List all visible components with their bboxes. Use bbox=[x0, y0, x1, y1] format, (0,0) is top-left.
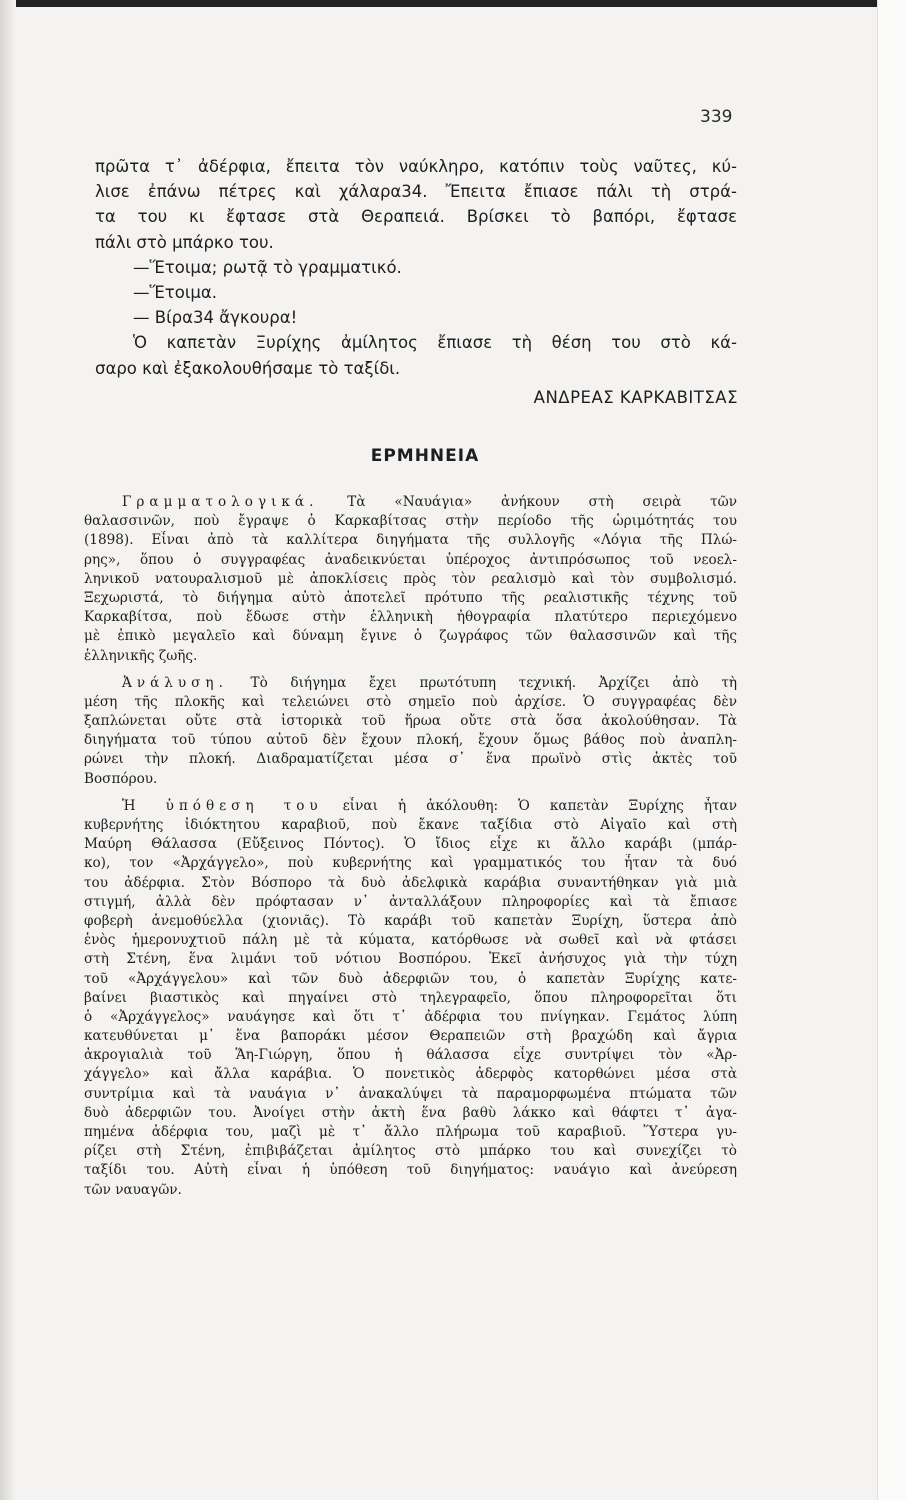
commentary-line: δυὸ ἀδερφιῶν του. Ἀνοίγει στὴν ἀκτὴ ἕνα βαθὺ λάκκο καὶ θάφτει τ᾿ ἀγα- bbox=[84, 1104, 737, 1121]
commentary-line: φοβερὴ ἀνεμοθύελλα (χιονιᾶς). Τὸ καράβι τοῦ καπετὰν Ξυρίχη, ὕστερα ἀπὸ bbox=[84, 912, 737, 929]
line-text: εἶναι ἡ ἀκόλουθη: Ὁ καπετὰν Ξυρίχης ἦταν bbox=[342, 797, 737, 814]
line-text: Τὰ «Ναυάγια» ἀνήκουν στὴ σειρὰ τῶν bbox=[347, 494, 737, 510]
story-line: τα του κι ἔφτασε στὰ Θεραπειά. Βρίσκει τὸ βαπόρι, ἔφτασε bbox=[95, 207, 737, 227]
commentary-line: στιγμή, ἀλλὰ δὲν πρόφτασαν ν᾿ ἀνταλλάξουν πληροφορίες καὶ τὰ ἔπιασε bbox=[84, 893, 737, 910]
commentary-line: χάγγελο» καὶ ἄλλα καράβια. Ὁ πονετικὸς ἀδερφὸς κατορθώνει μέσα στὰ bbox=[84, 1066, 737, 1083]
commentary-line: (1898). Εἶναι ἀπὸ τὰ καλλίτερα διηγήματα τῆς συλλογῆς «Λόγια τῆς Πλώ- bbox=[84, 532, 737, 549]
commentary-line: Βοσπόρου. bbox=[84, 770, 158, 787]
commentary-line: τοῦ «Ἀρχάγγελου» καὶ τῶν δυὸ ἀδερφιῶν του, ὁ καπετὰν Ξυρίχης κατε- bbox=[84, 970, 737, 987]
commentary-line: ληνικοῦ νατουραλισμοῦ μὲ ἀποκλίσεις πρὸς τὸν ρεαλισμὸ καὶ τὸν συμβολισμό. bbox=[84, 570, 737, 587]
commentary-line: ρίζει στὴ Στένη, ἐπιβιβάζεται ἀμίλητος στὸ μπάρκο του καὶ συνεχίζει τὸ bbox=[84, 1143, 737, 1160]
story-line: πάλι στὸ μπάρκο του. bbox=[95, 232, 274, 252]
commentary-line: βαίνει βιαστικὸς καὶ πηγαίνει στὸ τηλεγραφεῖο, ὅπου πληροφορεῖται ὅτι bbox=[84, 989, 737, 1006]
paragraph-label: Ἡ ὑπόθεση του bbox=[122, 797, 323, 814]
commentary-line: κατευθύνεται μ᾿ ἕνα βαποράκι μέσον Θεραπειῶν στὴ βραχώδη καὶ ἄγρια bbox=[84, 1028, 737, 1045]
commentary-line: μέση τῆς πλοκῆς καὶ τελειώνει στὸ σημεῖο ποὺ ἀρχίσε. Ὁ συγγραφέας δὲν bbox=[84, 693, 737, 710]
commentary-line: διηγήματα τοῦ τύπου αὐτοῦ δὲν ἔχουν πλοκή, ἔχουν ὅμως βάθος ποὺ ἀναπλη- bbox=[84, 732, 737, 749]
story-line: λισε ἐπάνω πέτρες καὶ χάλαρα34. Ἔπειτα ἔπιασε πάλι τὴ στρά- bbox=[95, 182, 737, 202]
commentary-line: ἀκρογιαλιὰ τοῦ Ἅη-Γιώργη, ὅπου ἡ θάλασσα εἶχε συντρίψει τὸν «Ἀρ- bbox=[84, 1047, 737, 1064]
commentary-line: κο), τον «Ἀρχάγγελο», ποὺ κυβερνήτης καὶ γραμματικός του ἦταν τὰ δυό bbox=[84, 855, 737, 872]
paragraph-label: Ἀνάλυση. bbox=[122, 674, 228, 691]
commentary-line: ρης», ὅπου ὁ συγγραφέας ἀναδεικνύεται ὑπέροχος ἀντιπρόσωπος τοῦ νεοελ- bbox=[84, 551, 737, 568]
page-edge bbox=[877, 0, 906, 1500]
commentary-line bbox=[84, 797, 737, 816]
commentary-line: ὁ «Ἀρχάγγελος» ναυάγησε καὶ ὅτι τ᾿ ἀδέρφια του πνίγηκαν. Γεμάτος λύπη bbox=[84, 1008, 737, 1025]
commentary-line: πημένα ἀδέρφια του, μαζὶ μὲ τ᾿ ἄλλο πλήρωμα τοῦ καραβιοῦ. Ὕστερα γυ- bbox=[84, 1124, 737, 1140]
commentary-section bbox=[84, 493, 737, 1208]
story-line: —Ἕτοιμα; ρωτᾷ τὸ γραμματικό. bbox=[133, 257, 402, 277]
commentary-line: Ξεχωριστά, τὸ διήγημα αὐτὸ ἀποτελεῖ πρότυπο τῆς ρεαλιστικῆς τέχνης τοῦ bbox=[84, 589, 737, 606]
commentary-line: ἑνὸς ἡμερονυχτιοῦ πάλη μὲ τὰ κύματα, κατόρθωσε νὰ σωθεῖ καὶ νὰ φτάσει bbox=[84, 932, 737, 949]
commentary-line: ρώνει τὴν πλοκή. Διαδραματίζεται μέσα σ᾿ ἕνα πρωϊνὸ στὶς ἀκτὲς τοῦ bbox=[84, 751, 737, 768]
commentary-line: ἑλληνικῆς ζωῆς. bbox=[84, 647, 198, 664]
scan-top-edge bbox=[0, 0, 906, 7]
story-line: Ὁ καπετὰν Ξυρίχης ἀμίλητος ἔπιασε τὴ θέση του στὸ κά- bbox=[133, 333, 737, 353]
commentary-line: ταξίδι του. Αὐτὴ εἶναι ἡ ὑπόθεση τοῦ διηγήματος: ναυάγιο καὶ ἀνεύρεση bbox=[84, 1162, 737, 1179]
commentary-line: θαλασσινῶν, ποὺ ἔγραψε ὁ Καρκαβίτσας στὴν περίοδο τῆς ὡριμότητάς του bbox=[84, 513, 737, 530]
author-signature: ΑΝΔΡΕΑΣ ΚΑΡΚΑΒΙΤΣΑΣ bbox=[533, 388, 738, 407]
commentary-paragraph bbox=[84, 674, 737, 789]
commentary-paragraph bbox=[84, 493, 737, 666]
commentary-line: μὲ ἐπικὸ μεγαλεῖο καὶ δύναμη ἔγινε ὁ ζωγράφος τῶν θαλασσινῶν καὶ τῆς bbox=[84, 628, 737, 645]
story-excerpt bbox=[95, 154, 737, 381]
story-line: —Ἕτοιμα. bbox=[133, 282, 218, 302]
commentary-line: τῶν ναυαγῶν. bbox=[84, 1181, 182, 1198]
commentary-line: του ἀδέρφια. Στὸν Βόσπορο τὰ δυὸ ἀδελφικὰ καράβια συναντήθηκαν γιὰ μιὰ bbox=[84, 874, 737, 891]
commentary-line bbox=[84, 674, 737, 693]
commentary-line: ξαπλώνεται οὔτε στὰ ἱστορικὰ τοῦ ἥρωα οὔτε στὰ ὅσα ἀκολούθησαν. Τὰ bbox=[84, 713, 737, 730]
page-number: 339 bbox=[700, 107, 733, 127]
commentary-line: Μαύρη Θάλασσα (Εὔξεινος Πόντος). Ὁ ἴδιος εἶχε κι ἄλλο καράβι (μπάρ- bbox=[84, 836, 737, 853]
story-line: — Βίρα34 ἄγκουρα! bbox=[133, 308, 298, 328]
line-text: Τὸ διήγημα ἔχει πρωτότυπη τεχνική. Ἀρχίζει ἀπὸ τὴ bbox=[250, 674, 737, 691]
story-line: σαρο καὶ ἐξακολουθήσαμε τὸ ταξίδι. bbox=[95, 358, 401, 378]
commentary-line: κυβερνήτης ἰδιόκτητου καραβιοῦ, ποὺ ἔκανε ταξίδια στὸ Αἰγαῖο καὶ στὴ bbox=[84, 817, 737, 833]
story-line: πρῶτα τ᾿ ἀδέρφια, ἔπειτα τὸν ναύκληρο, κατόπιν τοὺς ναῦτες, κύ- bbox=[95, 157, 737, 176]
paragraph-label: Γραμματολογικά. bbox=[122, 494, 319, 510]
gutter-shadow bbox=[0, 0, 16, 1500]
commentary-line: στὴ Στένη, ἕνα λιμάνι τοῦ νότιου Βοσπόρου. Ἐκεῖ ἀνήσυχος γιὰ τὴν τύχη bbox=[84, 951, 737, 968]
commentary-line bbox=[84, 493, 737, 512]
commentary-line: συντρίμια καὶ τὰ ναυάγια ν᾿ ἀνακαλύψει τὰ παραμορφωμένα πτώματα τῶν bbox=[84, 1085, 737, 1102]
section-title: ΕΡΜΗΝΕΙΑ bbox=[370, 446, 480, 466]
commentary-paragraph bbox=[84, 797, 737, 1200]
commentary-line: Καρκαβίτσα, ποὺ ἔδωσε στὴν ἑλληνικὴ ἠθογραφία πλατύτερο περιεχόμενο bbox=[84, 609, 737, 626]
